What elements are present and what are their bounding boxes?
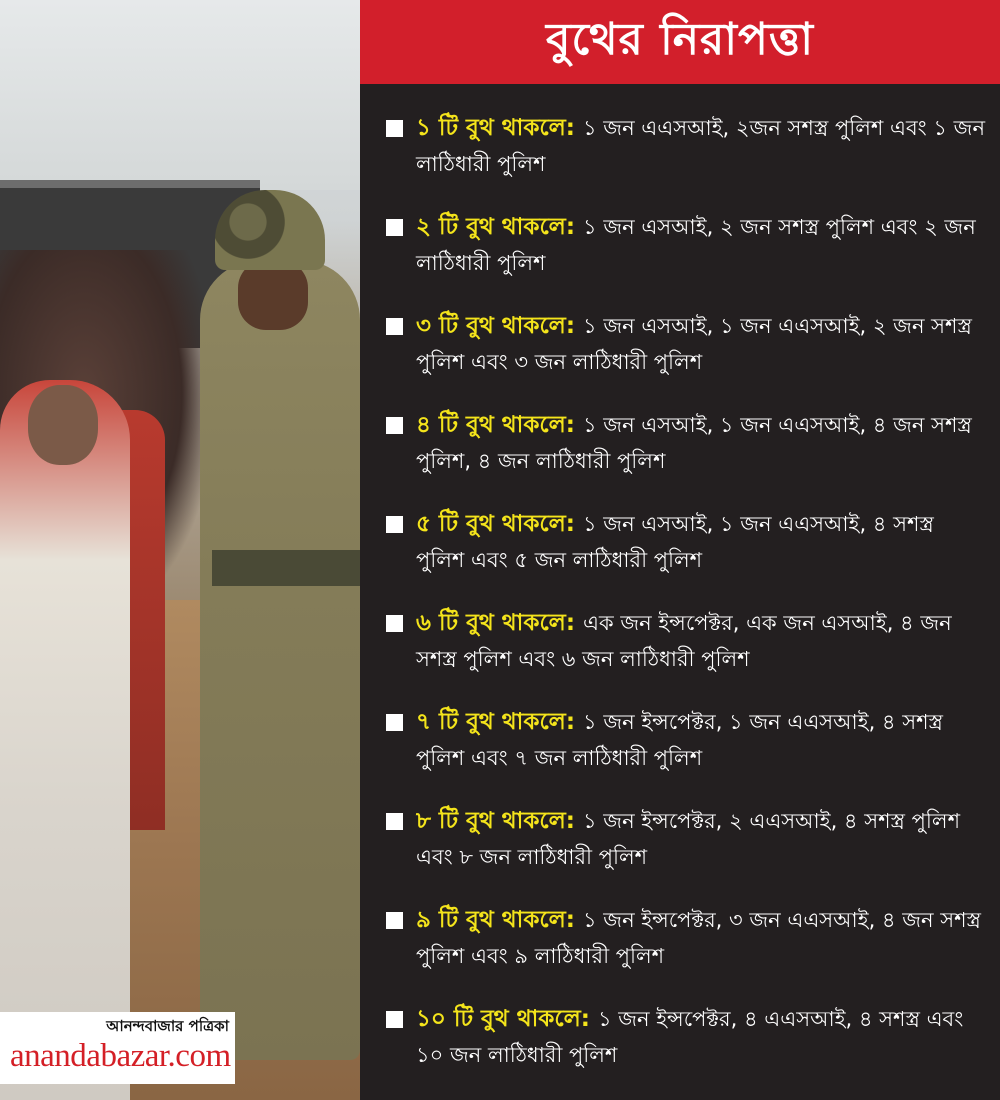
square-bullet-icon	[386, 615, 403, 632]
item-label: ৩ টি বুথ থাকলে:	[416, 313, 576, 339]
item-label: ৮ টি বুথ থাকলে:	[416, 808, 575, 834]
logo-bengali-text: আনন্দবাজার পত্রিকা	[106, 1017, 229, 1035]
item-label: ১০ টি বুথ থাকলে:	[416, 1006, 590, 1032]
item-description: ১ জন এসআই, ১ জন এএসআই, ২ জন সশস্ত্র পুলিশ এবং ৩ জন লাঠিধারী পুলিশ	[416, 314, 972, 374]
item-label: ৯ টি বুথ থাকলে:	[416, 907, 575, 933]
list-item	[372, 308, 988, 407]
page-title: বুথের নিরাপত্তা	[545, 13, 815, 65]
photo-officer-cap	[215, 190, 325, 270]
item-description: ১ জন এসআই, ১ জন এএসআই, ৪ জন সশস্ত্র পুলিশ, ৪ জন লাঠিধারী পুলিশ	[416, 413, 972, 473]
item-text	[416, 902, 988, 974]
header-banner	[360, 0, 1000, 84]
item-text	[416, 506, 988, 578]
anandabazar-logo[interactable]	[0, 1012, 235, 1084]
item-label: ৬ টি বুথ থাকলে:	[416, 610, 576, 636]
item-label: ১ টি বুথ থাকলে:	[416, 115, 575, 141]
photo-police-officer	[200, 260, 360, 1060]
item-description: ১ জন ইন্সপেক্টর, ১ জন এএসআই, ৪ সশস্ত্র পুলিশ এবং ৭ জন লাঠিধারী পুলিশ	[416, 710, 943, 770]
square-bullet-icon	[386, 417, 403, 434]
item-text	[416, 1001, 988, 1073]
booth-security-list	[372, 110, 988, 1100]
list-item	[372, 110, 988, 209]
logo-english-text: anandabazar.com	[10, 1038, 231, 1074]
item-text	[416, 605, 988, 677]
item-label: ৭ টি বুথ থাকলে:	[416, 709, 576, 735]
square-bullet-icon	[386, 219, 403, 236]
list-item	[372, 803, 988, 902]
item-description: ১ জন ইন্সপেক্টর, ৩ জন এএসআই, ৪ জন সশস্ত্র পুলিশ এবং ৯ লাঠিধারী পুলিশ	[416, 908, 981, 968]
item-description: এক জন ইন্সপেক্টর, এক জন এসআই, ৪ জন সশস্ত্র পুলিশ এবং ৬ জন লাঠিধারী পুলিশ	[416, 611, 952, 671]
item-description: ১ জন এএসআই, ২জন সশস্ত্র পুলিশ এবং ১ জন লাঠিধারী পুলিশ	[416, 116, 985, 176]
item-label: ২ টি বুথ থাকলে:	[416, 214, 576, 240]
item-text	[416, 407, 988, 479]
photo-wall	[0, 0, 360, 190]
item-text	[416, 110, 988, 182]
item-description: ১ জন এসআই, ১ জন এএসআই, ৪ সশস্ত্র পুলিশ এবং ৫ জন লাঠিধারী পুলিশ	[416, 512, 934, 572]
photo-woman-head	[28, 385, 98, 465]
item-text	[416, 803, 988, 875]
item-description: ১ জন এসআই, ২ জন সশস্ত্র পুলিশ এবং ২ জন লাঠিধারী পুলিশ	[416, 215, 976, 275]
square-bullet-icon	[386, 912, 403, 929]
list-item	[372, 704, 988, 803]
item-description: ১ জন ইন্সপেক্টর, ২ এএসআই, ৪ সশস্ত্র পুলিশ এবং ৮ জন লাঠিধারী পুলিশ	[416, 809, 960, 869]
polling-photo	[0, 0, 360, 1100]
square-bullet-icon	[386, 516, 403, 533]
photo-officer-belt	[212, 550, 360, 586]
square-bullet-icon	[386, 813, 403, 830]
list-item	[372, 1001, 988, 1100]
list-item	[372, 605, 988, 704]
list-item	[372, 209, 988, 308]
photo-woman-saree	[0, 380, 130, 1100]
item-text	[416, 308, 988, 380]
item-text	[416, 209, 988, 281]
item-text	[416, 704, 988, 776]
list-item	[372, 902, 988, 1001]
list-item	[372, 506, 988, 605]
square-bullet-icon	[386, 714, 403, 731]
list-item	[372, 407, 988, 506]
item-label: ৫ টি বুথ থাকলে:	[416, 511, 575, 537]
photo-officer-face	[238, 260, 308, 330]
square-bullet-icon	[386, 120, 403, 137]
item-label: ৪ টি বুথ থাকলে:	[416, 412, 575, 438]
square-bullet-icon	[386, 318, 403, 335]
item-description: ১ জন ইন্সপেক্টর, ৪ এএসআই, ৪ সশস্ত্র এবং ১০ জন লাঠিধারী পুলিশ	[416, 1007, 964, 1067]
square-bullet-icon	[386, 1011, 403, 1028]
